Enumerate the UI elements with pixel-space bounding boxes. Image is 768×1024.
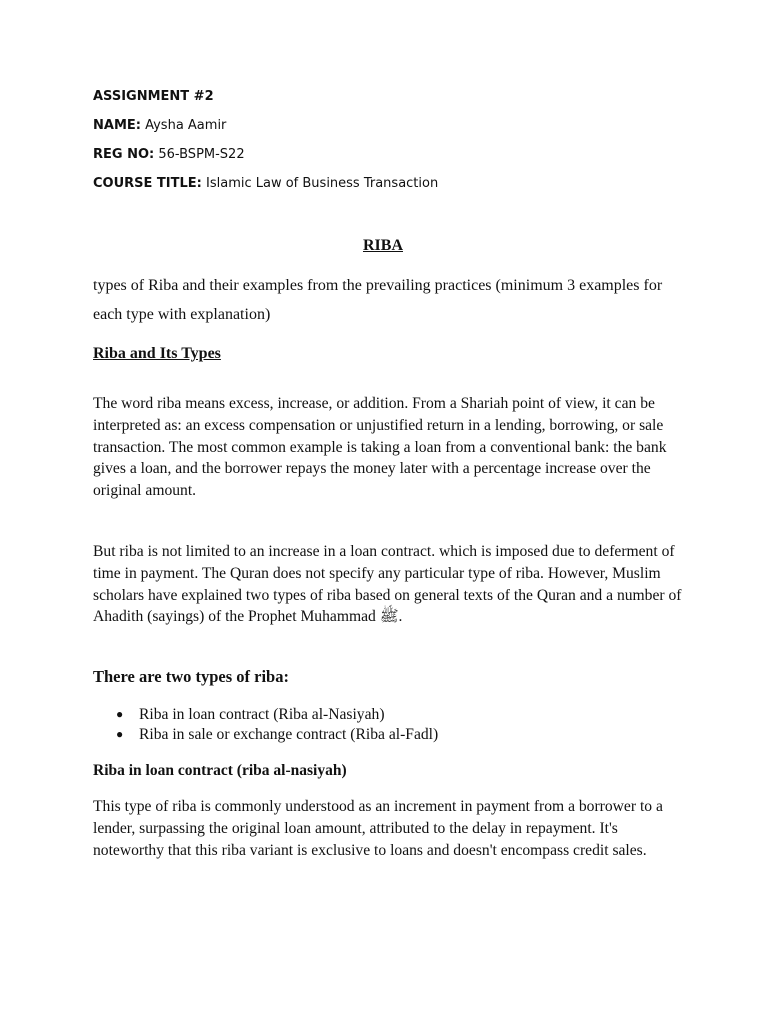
- course-line: [93, 175, 438, 193]
- types-heading: There are two types of riba:: [93, 667, 289, 686]
- assignment-label: ASSIGNMENT #2: [93, 89, 214, 104]
- section-heading-riba-types: Riba and Its Types: [93, 345, 221, 362]
- reg-label: REG NO:: [93, 147, 155, 162]
- assignment-prompt: types of Riba and their examples from the prevailing practices (minimum 3 examples for each type with explanation): [93, 277, 663, 323]
- list-item: ● Riba in loan contract (Riba al-Nasiyah): [116, 706, 385, 723]
- assignment-number: [93, 88, 214, 106]
- bullet-icon: ●: [116, 726, 124, 741]
- reg-line: [93, 146, 245, 164]
- types-list: [93, 705, 438, 744]
- paragraph-scope: But riba is not limited to an increase in a loan contract. which is imposed due to deferment of time in payment. The Quran does not specify any particular type of riba. However, Muslim scholars have explained two types of riba based on general texts of the Quran and a number of Ahadith (sayings) of the Prophet Muhammad ﷺ.: [93, 543, 682, 626]
- course-value: Islamic Law of Business Transaction: [201, 176, 439, 191]
- list-item: ● Riba in sale or exchange contract (Riba al-Fadl): [116, 725, 439, 743]
- bullet-icon: ●: [116, 707, 124, 721]
- name-value: Aysha Aamir: [140, 118, 227, 133]
- name-line: [93, 117, 226, 135]
- course-label: COURSE TITLE:: [93, 176, 202, 191]
- paragraph-nasiyah: This type of riba is commonly understood as an increment in payment from a borrower to a lender, surpassing the original loan amount, attributed to the delay in repayment. It's noteworthy that this riba variant is exclusive to loans and doesn't encompass credit sales.: [93, 798, 663, 859]
- document-title: RIBA: [362, 237, 403, 254]
- paragraph-definition: The word riba means excess, increase, or addition. From a Shariah point of view, it can be interpreted as: an excess compensation or unjustified return in a lending, borrowing, or sale transaction. The most common example is taking a loan from a conventional bank: the bank gives a loan, and the borrower repays the money later with a percentage increase over the original amount.: [93, 395, 667, 500]
- section-heading-riba-nasiyah: Riba in loan contract (riba al-nasiyah): [93, 762, 347, 779]
- name-label: NAME:: [93, 118, 141, 133]
- reg-value: 56-BSPM-S22: [154, 147, 245, 162]
